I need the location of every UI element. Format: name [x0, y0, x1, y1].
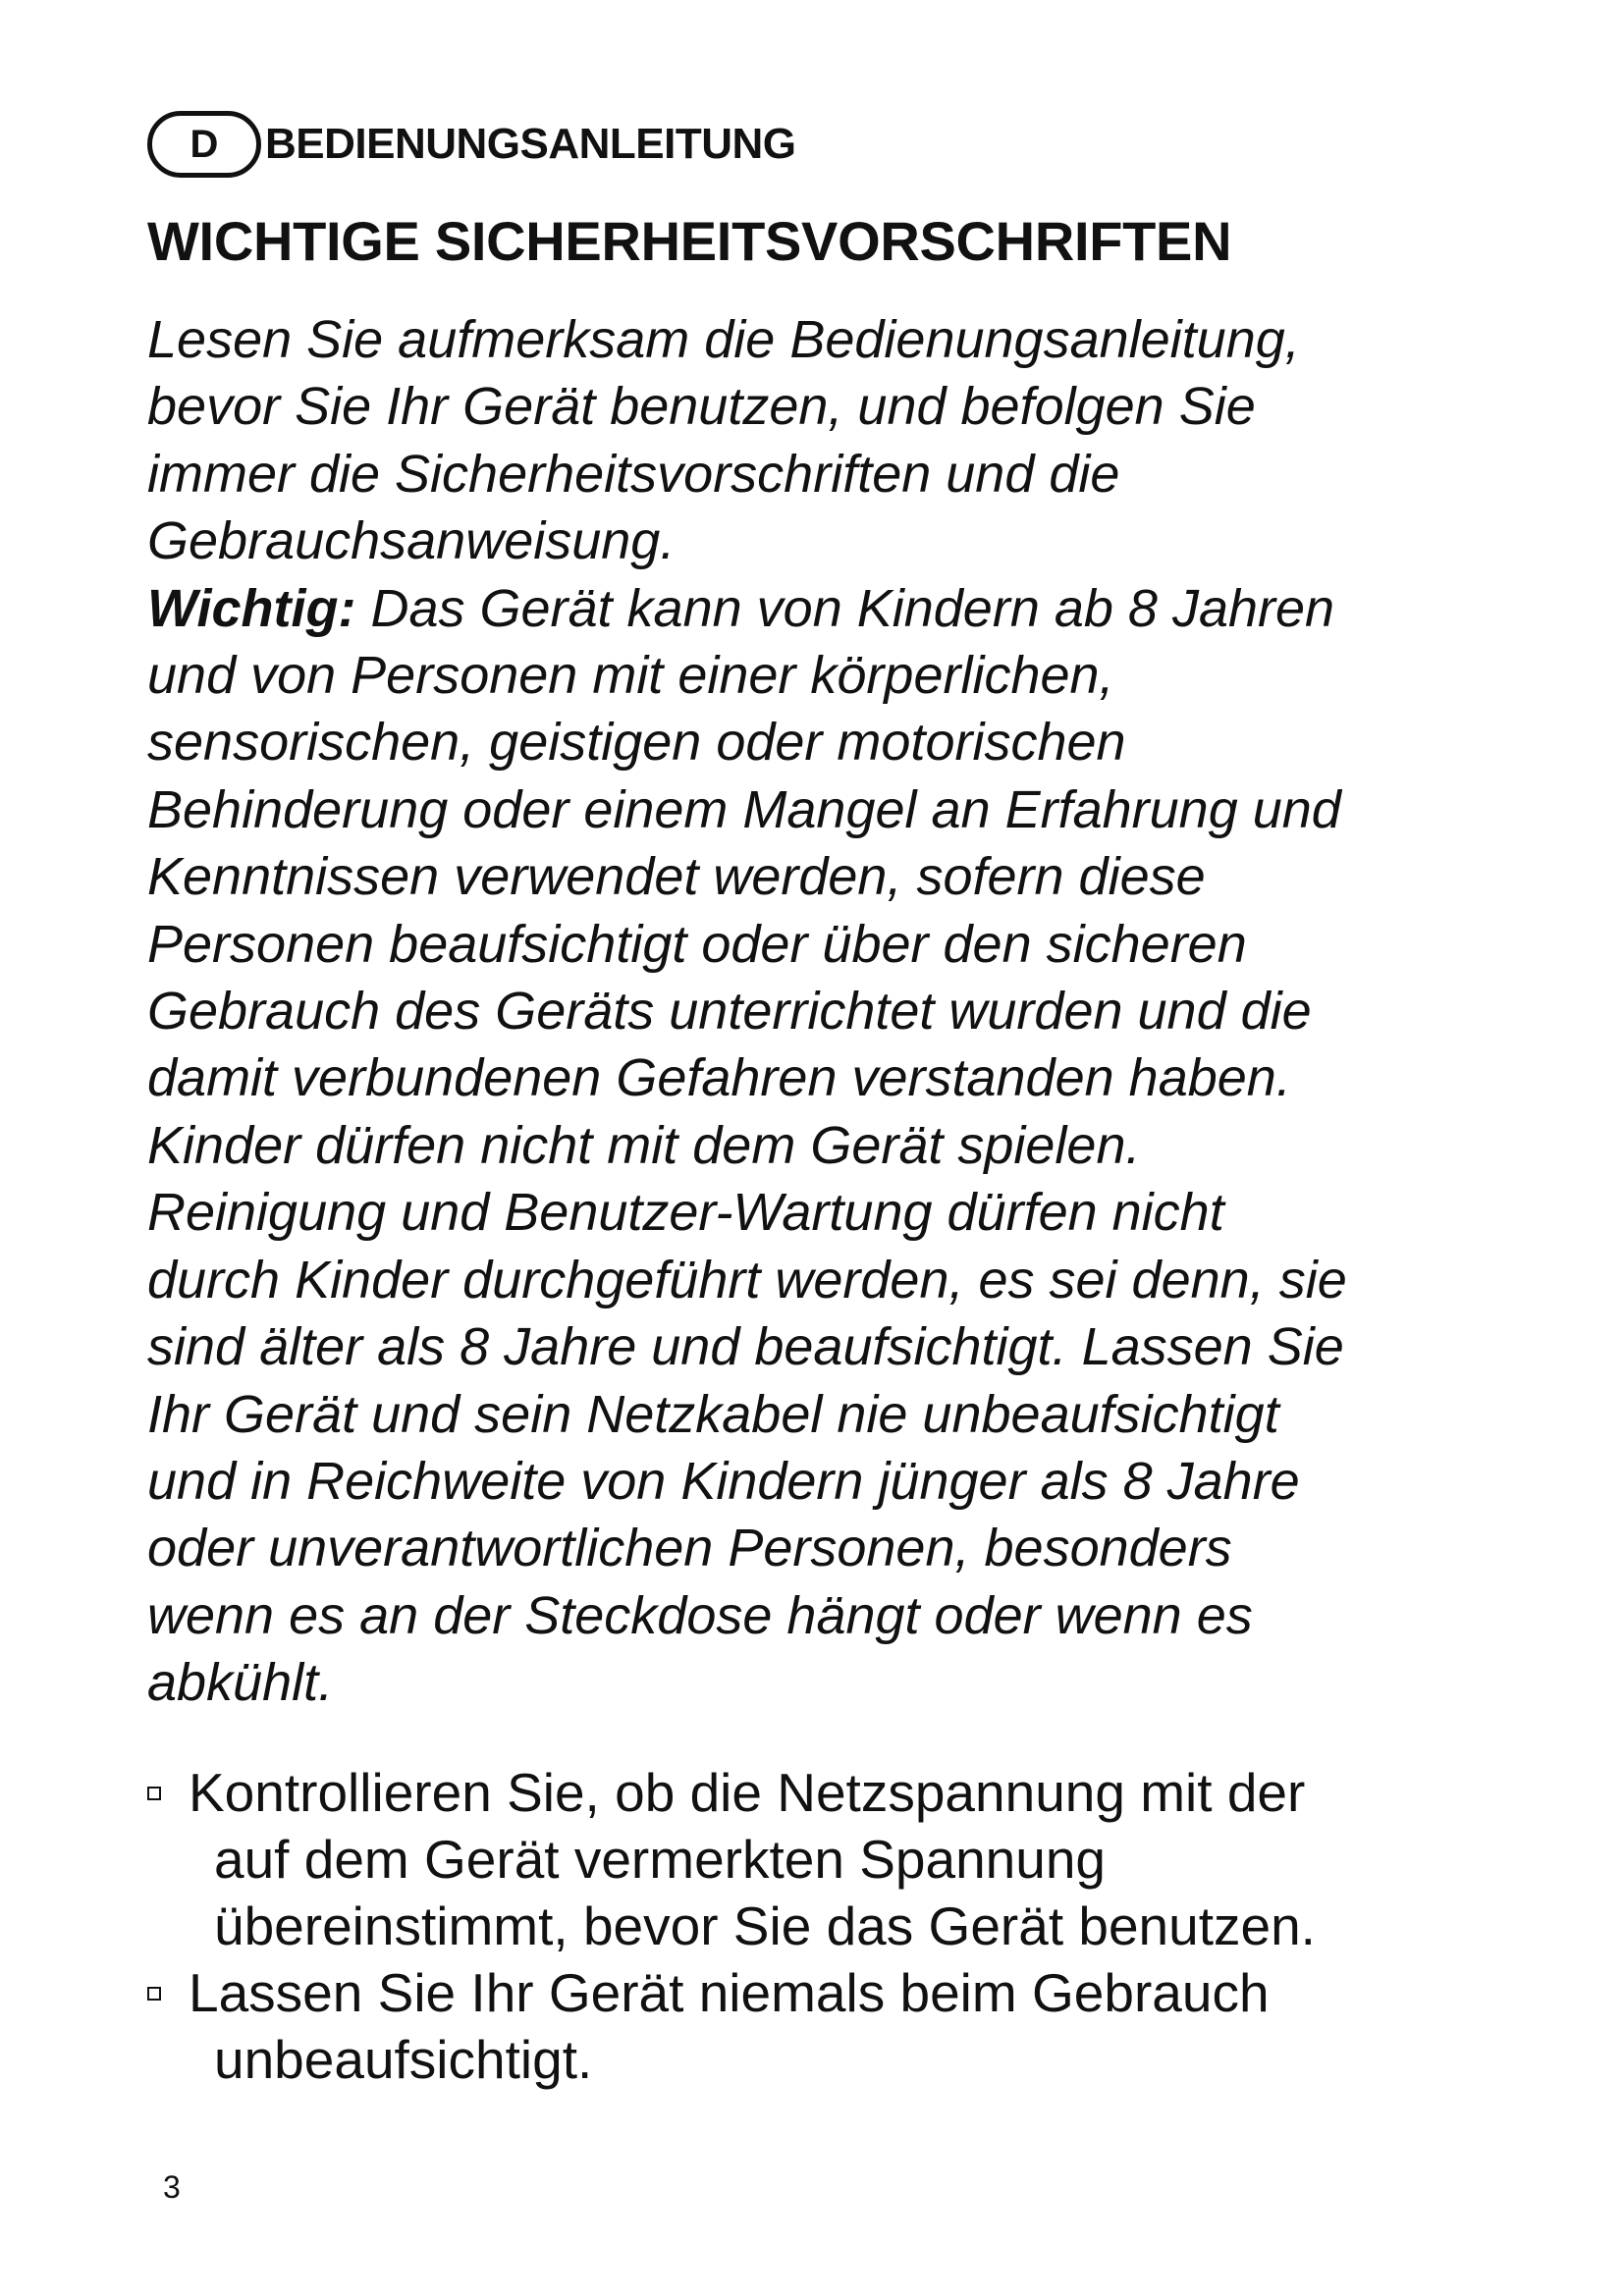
warning-line: und in Reichweite von Kindern jünger als 8 Jahre	[147, 1451, 1300, 1511]
warning-line: Kenntnissen verwendet werden, sofern diese	[147, 847, 1206, 907]
warning-line: sind älter als 8 Jahre und beaufsichtigt. Lassen Sie	[147, 1317, 1344, 1377]
warning-line: oder unverantwortlichen Personen, besonders	[147, 1519, 1232, 1578]
warning-line: Kinder dürfen nicht mit dem Gerät spielen.	[147, 1115, 1141, 1175]
warning-first-line-text: Das Gerät kann von Kindern ab 8 Jahren	[355, 578, 1335, 638]
language-code: D	[189, 123, 219, 166]
page-header	[147, 106, 796, 183]
page-number: 3	[163, 2169, 181, 2205]
checkbox-bullet-icon	[147, 1987, 161, 2001]
bullet-line: auf dem Gerät vermerkten Spannung	[214, 1829, 1107, 1890]
intro-line: immer die Sicherheitsvorschriften und die	[147, 444, 1120, 504]
bullet-line: übereinstimmt, bevor Sie das Gerät benutzen.	[214, 1896, 1316, 1956]
bullet-line: Lassen Sie Ihr Gerät niemals beim Gebrauch	[189, 1962, 1270, 2023]
safety-bullet-list	[147, 1759, 1512, 2093]
warning-line: Reinigung und Benutzer-Wartung dürfen nicht	[147, 1183, 1224, 1243]
warning-line: Behinderung oder einem Mangel an Erfahrung und	[147, 779, 1341, 839]
warning-line: abkühlt.	[147, 1653, 334, 1713]
warning-label: Wichtig:	[147, 578, 356, 638]
safety-text	[147, 306, 1512, 1717]
warning-line: durch Kinder durchgeführt werden, es sei denn, sie	[147, 1250, 1347, 1309]
intro-line: Lesen Sie aufmerksam die Bedienungsanleitung,	[147, 310, 1300, 369]
warning-line: Ihr Gerät und sein Netzkabel nie unbeaufsichtigt	[147, 1384, 1279, 1444]
warning-line: wenn es an der Steckdose hängt oder wenn es	[147, 1585, 1253, 1645]
warning-line: Gebrauch des Geräts unterrichtet wurden und die	[147, 982, 1312, 1041]
bullet-item	[147, 1759, 1512, 1959]
bullet-item	[147, 1959, 1512, 2093]
language-badge	[147, 111, 261, 178]
warning-first-line	[147, 575, 1512, 642]
warning-line: und von Personen mit einer körperlichen,	[147, 646, 1114, 706]
header-title: BEDIENUNGSANLEITUNG	[265, 120, 796, 168]
checkbox-bullet-icon	[147, 1787, 161, 1800]
warning-line: Personen beaufsichtigt oder über den sicheren	[147, 914, 1247, 974]
bullet-line: Kontrollieren Sie, ob die Netzspannung mit der	[189, 1762, 1306, 1823]
bullet-line: unbeaufsichtigt.	[214, 2029, 593, 2090]
warning-line: sensorischen, geistigen oder motorischen	[147, 713, 1126, 773]
section-title: WICHTIGE SICHERHEITSVORSCHRIFTEN	[147, 210, 1232, 272]
warning-line: damit verbundenen Gefahren verstanden haben.	[147, 1048, 1291, 1108]
intro-line: bevor Sie Ihr Gerät benutzen, und befolgen Sie	[147, 377, 1256, 437]
intro-line: Gebrauchsanweisung.	[147, 511, 676, 571]
